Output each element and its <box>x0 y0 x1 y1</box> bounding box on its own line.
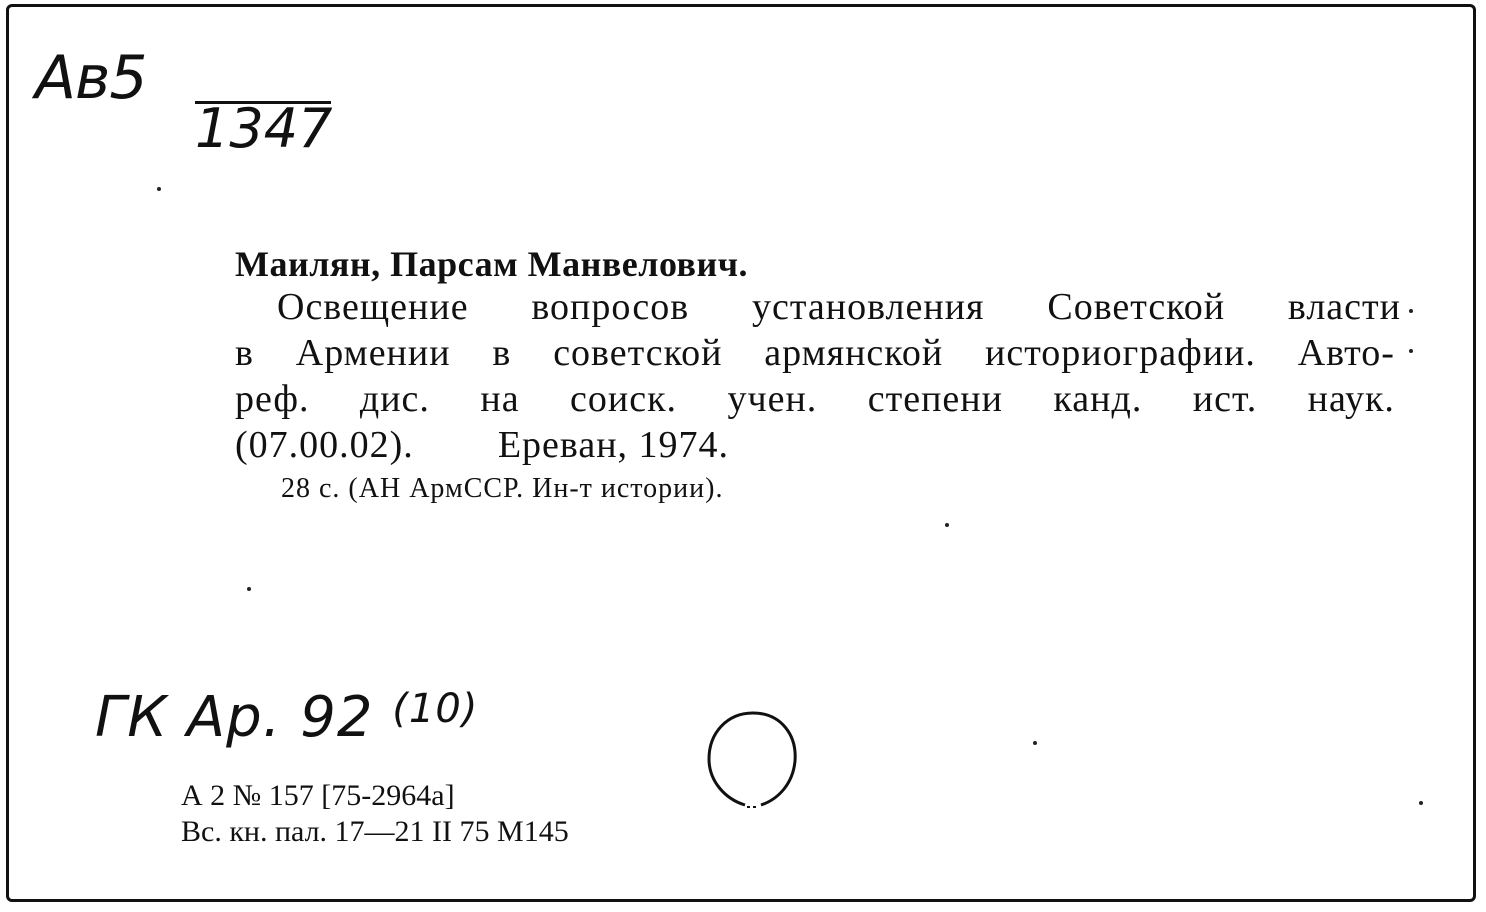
title-word: Советской <box>1047 286 1226 328</box>
speck <box>1409 349 1413 353</box>
imprint-code-1: А 2 № 157 [75-2964а] <box>181 779 455 812</box>
title-word: вопросов <box>531 286 690 328</box>
title-word: Авто- <box>1297 332 1395 374</box>
title-word: учен. <box>727 378 818 420</box>
shelfmark-prefix: Ав5 <box>35 43 147 113</box>
title-word: степени <box>867 378 1003 420</box>
speck <box>1033 741 1037 745</box>
title-word: соиск. <box>570 378 678 420</box>
punch-hole-icon <box>705 707 801 811</box>
title-word: установления <box>751 286 985 328</box>
speck <box>247 587 251 591</box>
imprint-code-2: Вс. кн. пал. 17—21 II 75 М145 <box>181 815 569 848</box>
title-word: в <box>492 332 512 374</box>
record-pages: 28 с. (АН АрмССР. Ин-т истории). <box>281 473 724 504</box>
title-word: Армении <box>295 332 451 374</box>
title-word: наук. <box>1307 378 1395 420</box>
title-word: армянской <box>764 332 944 374</box>
title-word: ист. <box>1192 378 1258 420</box>
speck <box>945 523 949 527</box>
stamp-main: ГК Ар. 92 <box>95 685 374 750</box>
stamp-suffix: (10) <box>392 686 479 732</box>
title-word: историографии. <box>985 332 1256 374</box>
catalog-card <box>6 4 1476 902</box>
classification-code: (07.00.02). <box>235 424 414 466</box>
title-line-4 <box>235 423 729 467</box>
speck <box>1409 309 1413 313</box>
title-line-2 <box>235 331 1395 375</box>
title-word: Освещение <box>277 286 469 328</box>
title-line-3 <box>235 377 1395 421</box>
publication-place-year: Ереван, 1974. <box>497 424 730 466</box>
title-word: власти <box>1287 286 1401 328</box>
title-word: на <box>480 378 520 420</box>
title-word: дис. <box>359 378 430 420</box>
title-line-1 <box>277 285 1401 329</box>
speck <box>157 187 161 191</box>
shelfmark <box>35 35 333 160</box>
shelfmark-number: 1347 <box>195 97 333 160</box>
speck <box>1419 801 1423 805</box>
record-author: Маилян, Парсам Манвелович. <box>235 244 749 284</box>
title-word: в <box>235 332 254 374</box>
title-word: советской <box>553 332 723 374</box>
title-word: реф. <box>235 378 310 420</box>
title-word: канд. <box>1053 378 1143 420</box>
handwritten-stamp <box>95 685 478 750</box>
